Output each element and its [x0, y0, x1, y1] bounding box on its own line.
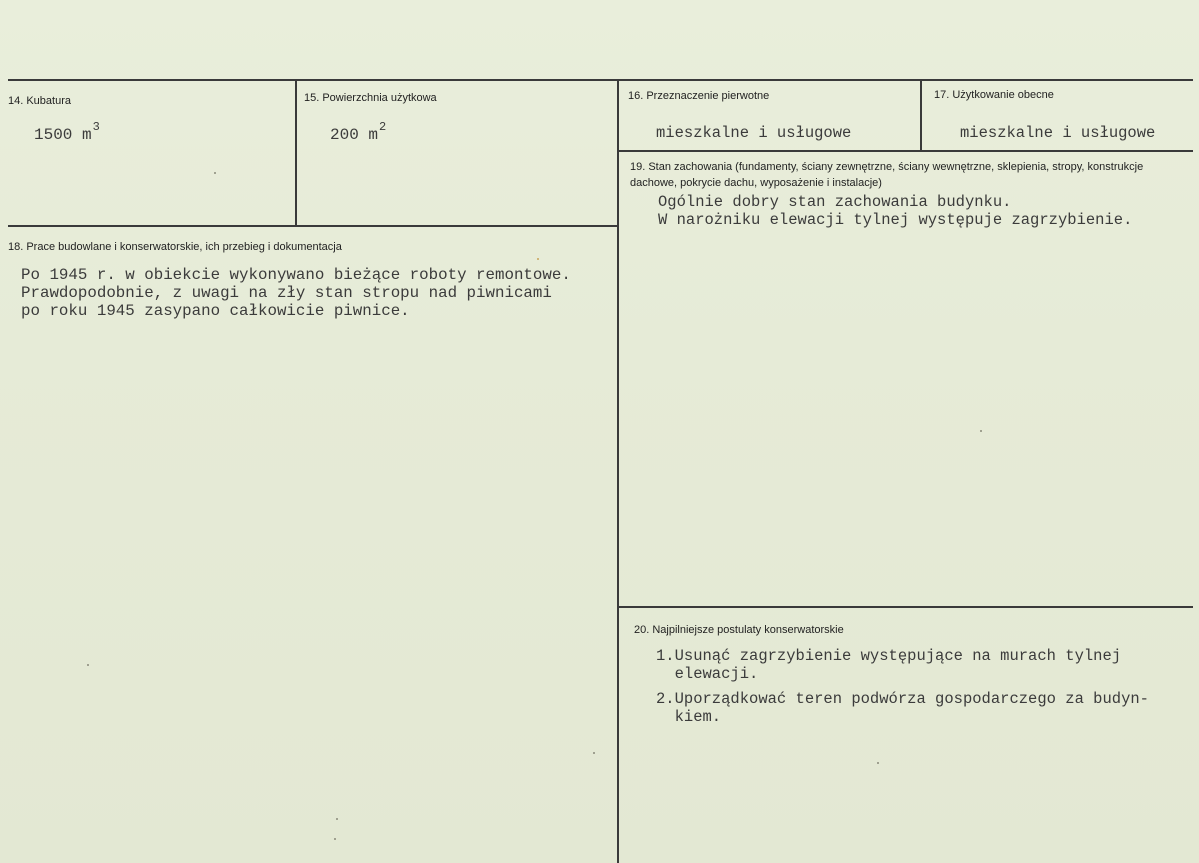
- postulaty-line: kiem.: [656, 708, 722, 726]
- postulaty-label: 20. Najpilniejsze postulaty konserwatorskie: [634, 624, 844, 636]
- field16-17-divider: [920, 79, 922, 152]
- przeznaczenie-value: mieszkalne i usługowe: [656, 124, 852, 142]
- kubatura-value: [34, 120, 100, 145]
- kubatura-exponent: 3: [92, 120, 100, 134]
- paper-speck: [593, 752, 595, 754]
- left-column-divider: [617, 79, 619, 863]
- kubatura-number: 1500 m: [34, 126, 92, 144]
- powierzchnia-value: [330, 120, 387, 145]
- prace-line: Po 1945 r. w obiekcie wykonywano bieżące roboty remontowe.: [21, 266, 571, 284]
- stan-line: W narożniku elewacji tylnej występuje zagrzybienie.: [658, 211, 1133, 229]
- prace-line: Prawdopodobnie, z uwagi na zły stan stropu nad piwnicami: [21, 284, 552, 302]
- field19-top-rule: [618, 150, 1193, 152]
- uzytkowanie-label: 17. Użytkowanie obecne: [934, 89, 1054, 101]
- powierzchnia-label: 15. Powierzchnia użytkowa: [304, 92, 437, 104]
- kubatura-label: 14. Kubatura: [8, 95, 71, 107]
- paper-speck: [537, 258, 539, 260]
- uzytkowanie-value: mieszkalne i usługowe: [960, 124, 1156, 142]
- powierzchnia-exponent: 2: [379, 120, 387, 134]
- powierzchnia-number: 200 m: [330, 126, 379, 144]
- top-horizontal-rule: [8, 79, 1193, 81]
- field20-top-rule: [618, 606, 1193, 608]
- postulaty-line: 1.Usunąć zagrzybienie występujące na murach tylnej: [656, 647, 1122, 665]
- postulaty-line: 2.Uporządkować teren podwórza gospodarczego za budyn-: [656, 690, 1149, 708]
- paper-speck: [87, 664, 89, 666]
- przeznaczenie-label: 16. Przeznaczenie pierwotne: [628, 90, 770, 102]
- field14-15-divider: [295, 79, 297, 227]
- stan-line: Ogólnie dobry stan zachowania budynku.: [658, 193, 1012, 211]
- paper-speck: [336, 818, 338, 820]
- paper-speck: [334, 838, 336, 840]
- postulaty-line: elewacji.: [656, 665, 759, 683]
- paper-speck: [980, 430, 982, 432]
- prace-label: 18. Prace budowlane i konserwatorskie, ich przebieg i dokumentacja: [8, 241, 342, 253]
- paper-speck: [214, 172, 216, 174]
- paper-speck: [877, 762, 879, 764]
- stan-label: 19. Stan zachowania (fundamenty, ściany zewnętrzne, ściany wewnętrzne, sklepienia, stropy, konstrukcje dachowe, pokrycie dachu, wyposażenie i instalacje): [630, 161, 1144, 189]
- field18-top-rule: [8, 225, 618, 227]
- prace-line: po roku 1945 zasypano całkowicie piwnice.: [21, 302, 410, 320]
